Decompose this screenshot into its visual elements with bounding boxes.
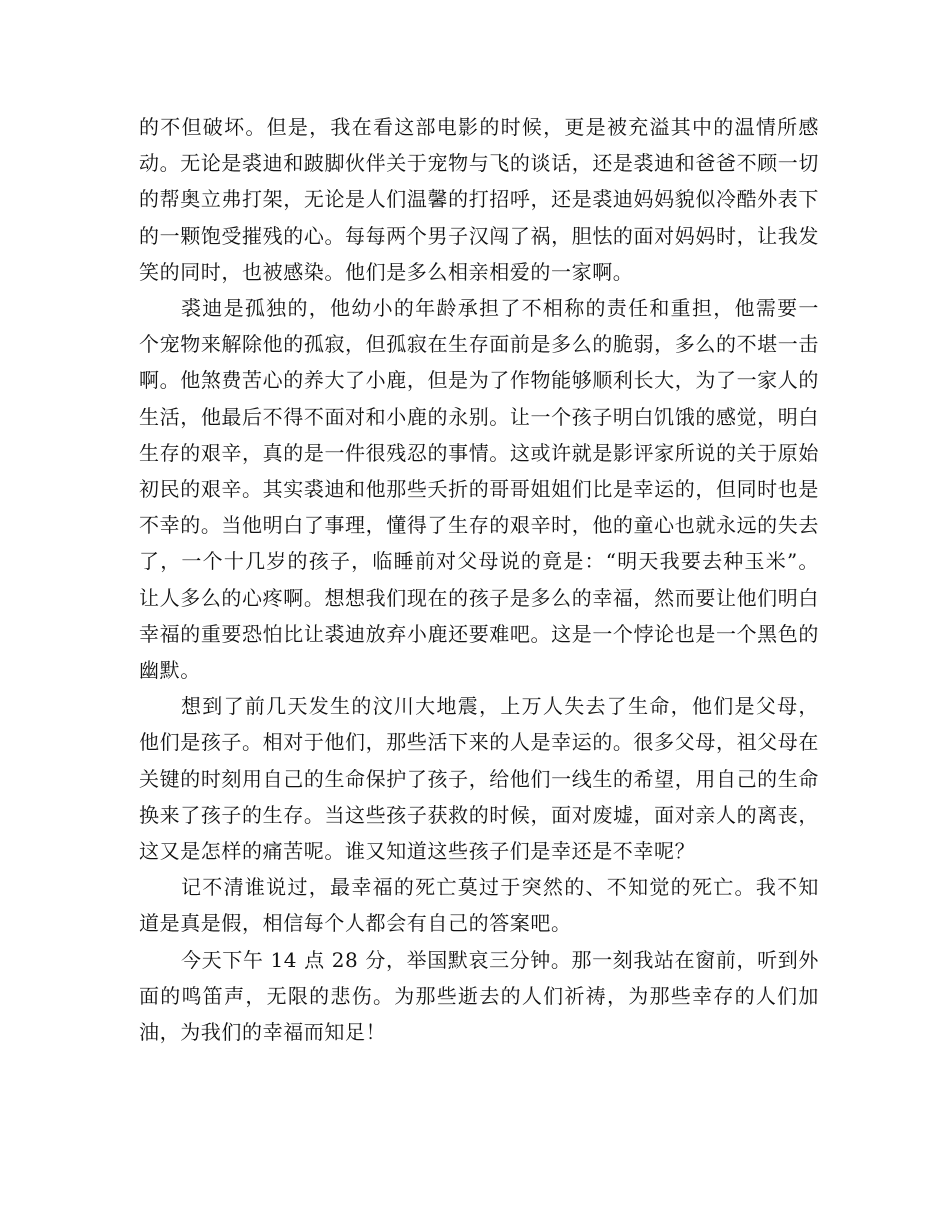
paragraph-3: 想到了前几天发生的汶川大地震，上万人失去了生命，他们是父母，他们是孩子。相对于他们，那些活下来的人是幸运的。很多父母，祖父母在关键的时刻用自己的生命保护了孩子，给他们一线生的希望，用自己的生命换来了孩子的生存。当这些孩子获救的时候，面对废墟，面对亲人的离丧，这又是怎样的痛苦呢。谁又知道这些孩子们是幸还是不幸呢？	[139, 694, 819, 864]
paragraph-5: 今天下午 14 点 28 分，举国默哀三分钟。那一刻我站在窗前，听到外面的鸣笛声，无限的悲伤。为那些逝去的人们祈祷，为那些幸存的人们加油，为我们的幸福而知足！	[139, 947, 819, 1045]
body-text	[139, 109, 819, 1050]
paragraph-2: 裘迪是孤独的，他幼小的年龄承担了不相称的责任和重担，他需要一个宠物来解除他的孤寂，但孤寂在生存面前是多么的脆弱，多么的不堪一击啊。他煞费苦心的养大了小鹿，但是为了作物能够顺利长大，为了一家人的生活，他最后不得不面对和小鹿的永别。让一个孩子明白饥饿的感觉，明白生存的艰辛，真的是一件很残忍的事情。这或许就是影评家所说的关于原始初民的艰辛。其实裘迪和他那些夭折的哥哥姐姐们比是幸运的，但同时也是不幸的。当他明白了事理，懂得了生存的艰辛时，他的童心也就永远的失去了，一个十几岁的孩子，临睡前对父母说的竟是：“明天我要去种玉米”。让人多么的心疼啊。想想我们现在的孩子是多么的幸福，然而要让他们明白幸福的重要恐怕比让裘迪放弃小鹿还要难吧。这是一个悖论也是一个黑色的幽默。	[139, 296, 819, 683]
paragraph-1: 的不但破坏。但是，我在看这部电影的时候，更是被充溢其中的温情所感动。无论是裘迪和跛脚伙伴关于宠物与飞的谈话，还是裘迪和爸爸不顾一切的帮奥立弗打架，无论是人们温馨的打招呼，还是裘迪妈妈貌似冷酷外表下的一颗饱受摧残的心。每每两个男子汉闯了祸，胆怯的面对妈妈时，让我发笑的同时，也被感染。他们是多么相亲相爱的一家啊。	[139, 115, 819, 284]
paragraph-4: 记不清谁说过，最幸福的死亡莫过于突然的、不知觉的死亡。我不知道是真是假，相信每个人都会有自己的答案吧。	[139, 875, 819, 936]
